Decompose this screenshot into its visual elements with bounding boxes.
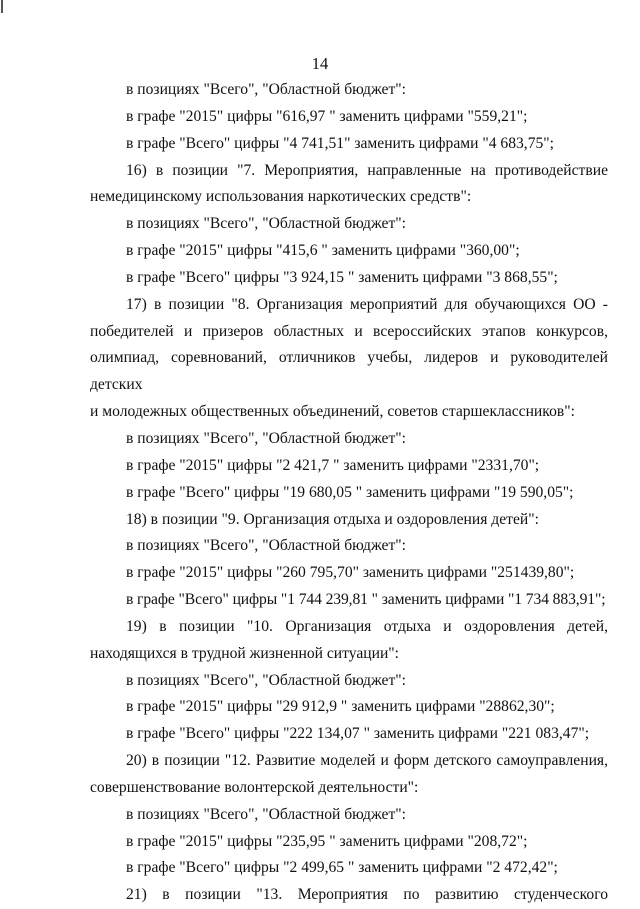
- text-line: в графе "2015" цифры "235,95 " заменить цифрами "208,72";: [126, 832, 528, 850]
- text-line: в графе "2015" цифры "415,6 " заменить цифрами "360,00";: [126, 242, 520, 260]
- scan-edge-mark: [1, 0, 3, 13]
- text-line: в графе "Всего" цифры "1 744 239,81 " заменить цифрами "1 734 883,91";: [126, 591, 606, 609]
- text-line: немедицинскому использования наркотических средств":: [90, 188, 472, 206]
- text-line: в графе "Всего" цифры "4 741,51" заменить цифрами "4 683,75";: [126, 134, 554, 152]
- text-line: находящихся в трудной жизненной ситуации":: [90, 644, 400, 662]
- text-line: в графе "2015" цифры "29 912,9 " заменить цифрами "28862,30";: [126, 698, 555, 716]
- text-line: в позициях "Всего", "Областной бюджет":: [126, 805, 406, 823]
- text-line: 19) в позиции "10. Организация отдыха и оздоровления детей,: [126, 617, 608, 635]
- text-line: 20) в позиции "12. Развитие моделей и форм детского самоуправления,: [126, 752, 608, 770]
- text-line: 17) в позиции "8. Организация мероприятий для обучающихся ОО -: [126, 295, 608, 313]
- text-line: в позициях "Всего", "Областной бюджет":: [126, 537, 406, 555]
- page-number: 14: [311, 54, 329, 73]
- text-line: в графе "Всего" цифры "3 924,15 " заменить цифрами "3 868,55";: [126, 268, 558, 286]
- text-line: в позициях "Всего", "Областной бюджет":: [126, 215, 406, 233]
- text-line: 21) в позиции "13. Мероприятия по развитию студенческого: [126, 886, 608, 904]
- text-line: олимпиад, соревнований, отличников учебы, лидеров и руководителей детских: [90, 349, 608, 394]
- text-line: в позициях "Всего", "Областной бюджет":: [126, 81, 406, 98]
- text-line: в позициях "Всего", "Областной бюджет":: [126, 671, 406, 689]
- text-line: победителей и призеров областных и всероссийских этапов конкурсов,: [90, 322, 608, 340]
- text-line: в графе "2015" цифры "260 795,70" заменить цифрами "251439,80";: [126, 564, 575, 582]
- text-line: 16) в позиции "7. Мероприятия, направленные на противодействие: [126, 161, 608, 179]
- text-line: 18) в позиции "9. Организация отдыха и оздоровления детей":: [126, 510, 539, 528]
- text-line: в графе "Всего" цифры "222 134,07 " заменить цифрами "221 083,47";: [126, 725, 590, 743]
- text-line: в графе "Всего" цифры "19 680,05 " заменить цифрами "19 590,05";: [126, 483, 574, 501]
- text-line: в графе "Всего" цифры "2 499,65 " заменить цифрами "2 472,42";: [126, 859, 558, 877]
- document-body: [90, 77, 608, 909]
- text-line: в графе "2015" цифры "616,97 " заменить цифрами "559,21";: [126, 107, 528, 125]
- text-line: и молодежных общественных объединений, советов старшеклассников":: [90, 403, 575, 421]
- text-line: в графе "2015" цифры "2 421,7 " заменить цифрами "2331,70";: [126, 456, 540, 474]
- text-line: в позициях "Всего", "Областной бюджет":: [126, 429, 406, 447]
- text-line: совершенствование волонтерской деятельности":: [90, 778, 419, 796]
